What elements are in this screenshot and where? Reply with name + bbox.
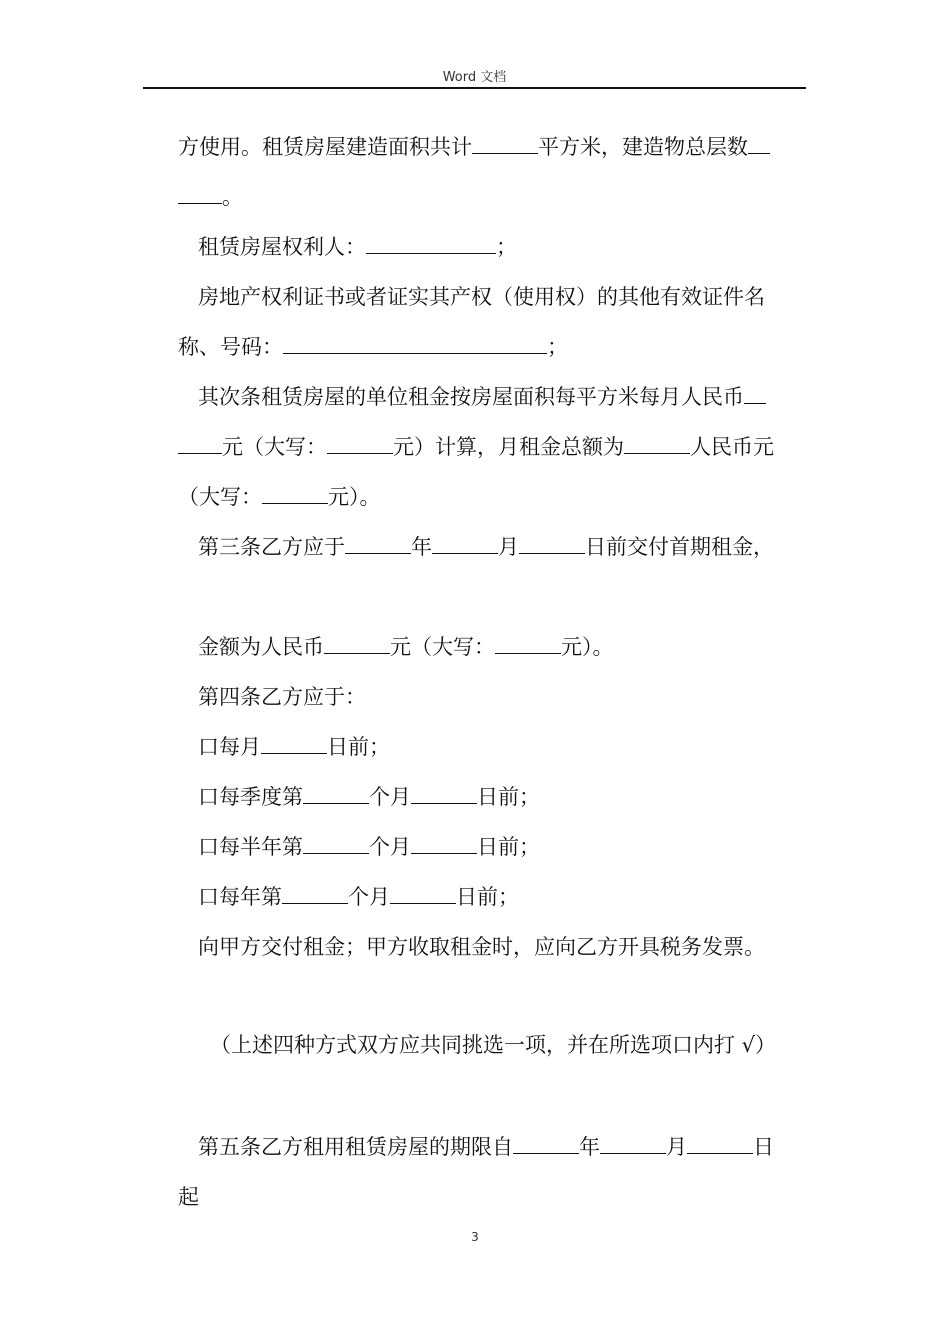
paragraph-line [178,482,381,512]
text: 个月 [369,835,411,859]
blank-field [744,383,766,404]
text: 第四条乙方应于： [198,685,366,709]
text: 平方米，建造物总层数 [538,135,748,159]
paragraph-line [178,432,774,462]
text: ； [547,335,568,359]
page-header: Word 文档 [442,70,507,85]
text: 月 [666,1135,687,1159]
blank-field [345,533,411,554]
text: 口每月 [198,735,261,759]
text: 房地产权利证书或者证实其产权（使用权）的其他有效证件名 [198,285,765,309]
blank-field [178,433,222,454]
text: 第五条乙方租用租赁房屋的期限自 [198,1135,513,1159]
text: 其次条租赁房屋的单位租金按房屋面积每平方米每月人民币 [198,385,744,409]
text: 元）。 [328,485,381,509]
paragraph-line [198,632,614,662]
text: 元）。 [561,635,614,659]
paragraph-line [178,132,770,162]
text: 元（大写： [222,435,327,459]
blank-field [303,833,369,854]
paragraph-line [178,182,243,212]
paragraph-line [210,1030,776,1060]
text: 。 [222,185,243,209]
text: 元）计算，月租金总额为 [393,435,624,459]
blank-field [261,733,327,754]
blank-field [495,633,561,654]
blank-field [324,633,390,654]
text: 日前； [327,735,390,759]
text: 方使用。租赁房屋建造面积共计 [178,135,472,159]
blank-field [390,883,456,904]
blank-field [411,783,477,804]
blank-field [327,433,393,454]
blank-field [366,233,496,254]
text: （大写： [178,485,262,509]
text: 日 [753,1135,774,1159]
text: 口每年第 [198,885,282,909]
text: 年 [411,535,432,559]
blank-field [411,833,477,854]
text: 日前； [477,785,540,809]
blank-field [624,433,690,454]
text: 元（大写： [390,635,495,659]
text: 向甲方交付租金；甲方收取租金时，应向乙方开具税务发票。 [198,935,765,959]
paragraph-line [198,682,366,712]
text: 月 [498,535,519,559]
paragraph-line [198,782,540,812]
paragraph-line [198,882,519,912]
text: 个月 [369,785,411,809]
blank-field [748,133,770,154]
text: 人民币元 [690,435,774,459]
blank-field [432,533,498,554]
text: ； [496,235,517,259]
blank-field [513,1133,579,1154]
blank-field [472,133,538,154]
paragraph-line [178,1182,199,1212]
page-number: 3 [471,1230,479,1244]
blank-field [303,783,369,804]
blank-field [687,1133,753,1154]
text: 金额为人民币 [198,635,324,659]
paragraph-line [198,532,774,562]
text: 租赁房屋权利人： [198,235,366,259]
paragraph-line [198,732,390,762]
paragraph-line [198,232,517,262]
text: 称、号码： [178,335,283,359]
blank-field [178,183,222,204]
paragraph-line [198,832,540,862]
text: 年 [579,1135,600,1159]
text: 日前； [456,885,519,909]
blank-field [600,1133,666,1154]
text: （上述四种方式双方应共同挑选一项，并在所选项口内打 √） [210,1033,777,1057]
header-divider [143,87,806,89]
paragraph-line [198,1132,774,1162]
text: 日前； [477,835,540,859]
paragraph-line [178,332,568,362]
paragraph-line [198,932,765,962]
blank-field [519,533,585,554]
text: 口每半年第 [198,835,303,859]
paragraph-line [198,282,765,312]
blank-field [283,333,547,354]
text: 口每季度第 [198,785,303,809]
blank-field [262,483,328,504]
paragraph-line [198,382,766,412]
text: 第三条乙方应于 [198,535,345,559]
blank-field [282,883,348,904]
text: 起 [178,1185,199,1209]
text: 日前交付首期租金， [585,535,774,559]
text: 个月 [348,885,390,909]
